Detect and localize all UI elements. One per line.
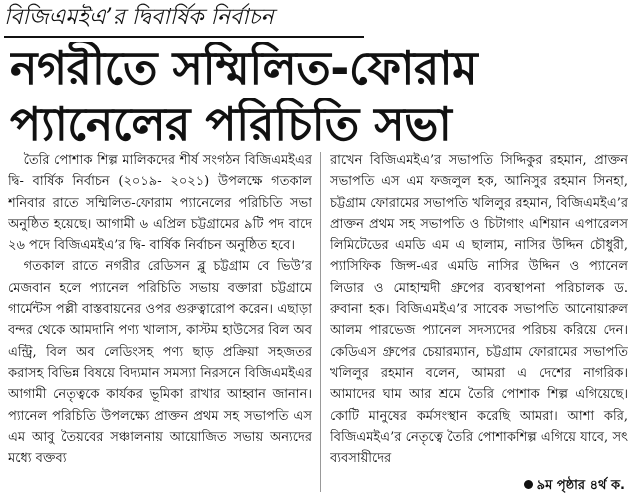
paragraph-3: রাখেন বিজিএমইএ’র সভাপতি সিদ্দিকুর রহমান, প্রাক্তন সভাপতি এস এম ফজলুল হক, আনিসুর রহমান সিনহা, চট্টগ্রাম ফোরামের সভাপতি খলিলুর রহমান, বিজিএমইএ’র প্রাক্তন প্রথম সহ সভাপতি ও চিটাগাং এশিয়ান এপারেলস লিমিটেডের এমডি এম এ ছালাম, নাসির উদ্দিন চৌধুরী, প্যাসিফিক জিন্স-এর এমডি নাসির উদ্দিন ও প্যানেল লিডার ও মোহাম্মদী গ্রুপের ব্যবস্থাপনা পরিচালক ড. রুবানা হক। বিজিএমইএ’র সাবেক সভাপতি আনোয়ারুল আলম পারভেজ প্যানেল সদস্যদের পরিচয় করিয়ে দেন। কেডিএস গ্রুপের চেয়ারম্যান, চট্টগ্রাম ফোরামের সভাপতি খলিলুর রহমান বলেন, আমরা এ দেশের নাগরিক। আমাদের ঘাম আর শ্রমে তৈরি পোশাক শিল্প এগিয়েছে। কোটি মানুষের কর্মসংস্থান করেছি আমরা। আশা করি, বিজিএমইএ’র নেতৃত্বে তৈরি পোশাকশিল্প এগিয়ে যাবে, সৎ ব্যবসায়ীদের xyxy=(330,153,628,467)
headline-line-2: প্যানেলের পরিচিতি সভা xyxy=(10,98,452,150)
kicker-line: বিজিএমইএ’র দ্বিবার্ষিক নির্বাচন xyxy=(4,2,364,38)
article-column-left xyxy=(8,150,312,494)
paragraph-1: তৈরি পোশাক শিল্প মালিকদের শীর্ষ সংগঠন বিজিএমইএর দ্বি- বার্ষিক নির্বাচন (২০১৯- ২০২১) উপলক্ষে গতকাল শনিবার রাতে সম্মিলিত-ফোরাম প্যানেলের পরিচিতি সভা অনুষ্ঠিত হয়েছে। আগামী ৬ এপ্রিল চট্টগ্রামের ৯টি পদ বাদে ২৬ পদে বিজিএমইএ’র দ্বি- বার্ষিক নির্বাচন অনুষ্ঠিত হবে। xyxy=(8,153,312,254)
headline-line-1: নগরীতে সম্মিলিত-ফোরাম xyxy=(10,42,478,94)
article-column-right xyxy=(330,150,628,494)
continuation-jump xyxy=(520,477,625,495)
bullet-icon xyxy=(524,480,533,489)
column-divider xyxy=(320,152,321,492)
continuation-text: ৯ম পৃষ্ঠার ৪র্থ ক. xyxy=(536,478,625,493)
paragraph-2: গতকাল রাতে নগরীর রেডিসন ব্লু চট্টগ্রাম বে ভিউ’র মেজবান হলে প্যানেল পরিচিতি সভায় বক্তারা চট্টগ্রামে গার্মেন্টস পল্লী বাস্তবায়নের ওপর গুরুত্বারোপ করেন। এছাড়া বন্দর থেকে আমদানি পণ্য খালাস, কাস্টম হাউসের বিল অব এন্ট্রি, বিল অব লেডিংসহ পণ্য ছাড় প্রক্রিয়া সহজতর করাসহ বিভিন্ন বিষয়ে বিদ্যমান সমস্যা নিরসনে বিজিএমইএর আগামী নেতৃত্বকে কার্যকর ভূমিকা রাখার আহ্বান জানান। প্যানেল পরিচিতি উপলক্ষ্যে প্রাক্তন প্রথম সহ সভাপতি এস এম আবু তৈয়বের সঞ্চালনায় আয়োজিত সভায় অন্যদের মধ্যে বক্তব্য xyxy=(8,259,312,467)
